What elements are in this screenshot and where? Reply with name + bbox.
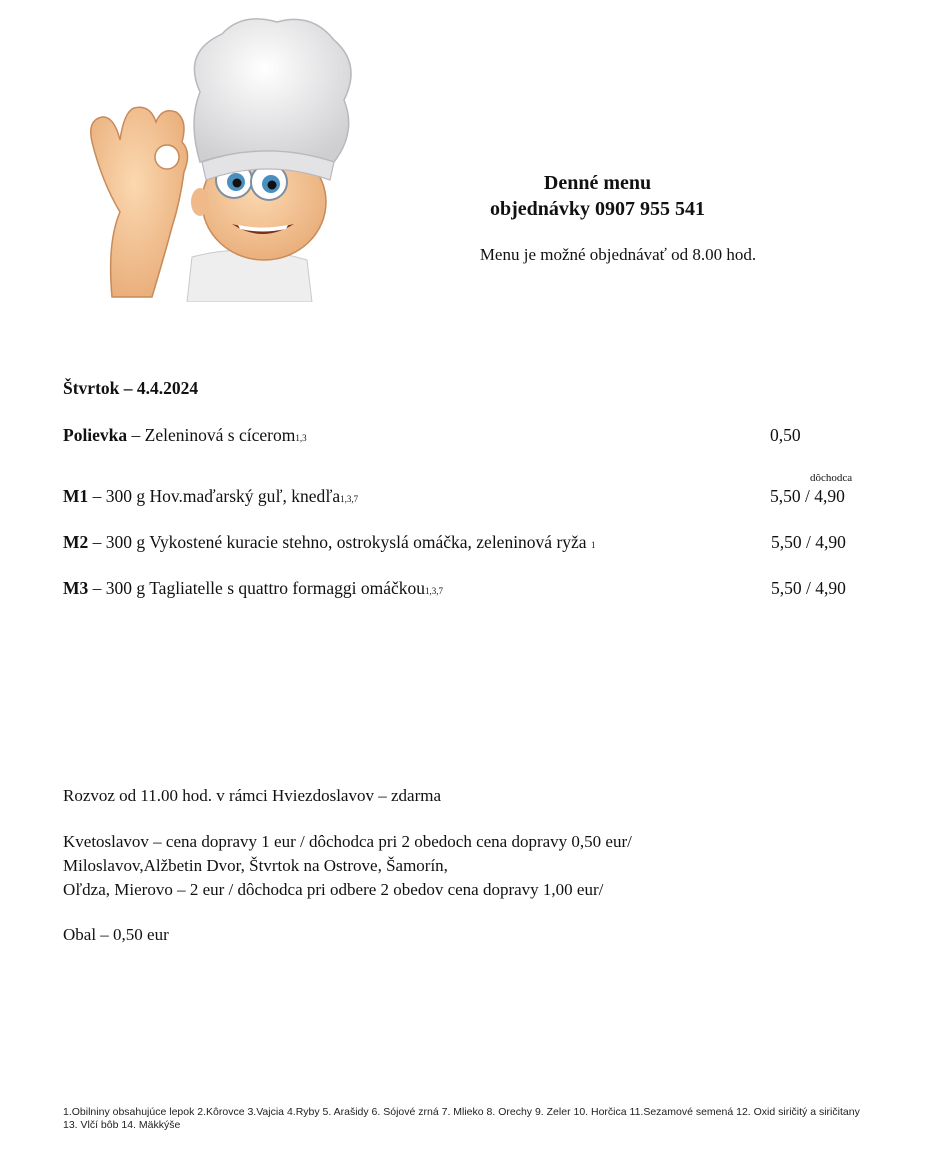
menu-item-price: 5,50 / 4,90 — [771, 532, 846, 552]
order-phone: objednávky 0907 955 541 — [489, 198, 706, 220]
menu-item-code: M1 — [63, 486, 89, 506]
chef-mascot-illustration — [72, 12, 382, 302]
menu-item-code: M3 — [63, 578, 89, 598]
delivery-oldza-mierovo: Oľdza, Mierovo – 2 eur / dôchodca pri odbere 2 obedov cena dopravy 1,00 eur/ — [63, 880, 604, 899]
allergen-codes: 1,3 — [295, 433, 307, 443]
menu-item-price: 0,50 — [770, 425, 801, 445]
menu-item-soup: Polievka – Zeleninová s cícerom1,3 — [63, 425, 307, 445]
allergen-legend: 1.Obilniny obsahujúce lepok 2.Kôrovce 3.Vajcia 4.Ryby 5. Arašidy 6. Sójové zrná 7. Mlieko 8. Orechy 9. Zeler 10. Horčica 11.Sezamové semená 12. Oxid siričitý a siričitany 13. Vlčí bôb 14. Mäkkýše — [63, 1106, 860, 1131]
order-time-note: Menu je možné objednávať od 8.00 hod. — [479, 245, 757, 264]
menu-item-description: Zeleninová s cícerom — [144, 425, 296, 445]
menu-item-description: 300 g Hov.maďarský guľ, knedľa — [105, 486, 341, 506]
delivery-kvetoslavov: Kvetoslavov – cena dopravy 1 eur / dôchodca pri 2 obedoch cena dopravy 0,50 eur/ — [63, 832, 632, 851]
menu-item-price: 5,50 / 4,90 — [771, 578, 846, 598]
packaging-fee: Obal – 0,50 eur — [63, 925, 169, 944]
menu-item-m2: M2 – 300 g Vykostené kuracie stehno, ostrokyslá omáčka, zeleninová ryža 1 — [63, 532, 596, 552]
menu-item-code: Polievka — [63, 425, 128, 445]
allergen-codes: 1,3,7 — [425, 586, 443, 596]
senior-price-label: dôchodca — [810, 472, 853, 484]
delivery-local: Rozvoz od 11.00 hod. v rámci Hviezdoslavov – zdarma — [63, 786, 441, 805]
allergen-codes: 1 — [590, 540, 596, 550]
menu-item-m1: M1 – 300 g Hov.maďarský guľ, knedľa1,3,7 — [63, 486, 359, 506]
delivery-towns: Miloslavov,Alžbetin Dvor, Štvrtok na Ostrove, Šamorín, — [63, 856, 448, 875]
menu-title: Denné menu — [543, 172, 652, 194]
allergen-codes: 1,3,7 — [340, 494, 359, 504]
menu-item-description: 300 g Tagliatelle s quattro formaggi omáčkou — [105, 578, 425, 598]
menu-item-description: 300 g Vykostené kuracie stehno, ostrokyslá omáčka, zeleninová ryža — [105, 532, 591, 552]
menu-item-m3: M3 – 300 g Tagliatelle s quattro formaggi omáčkou1,3,7 — [63, 578, 443, 598]
menu-date: Štvrtok – 4.4.2024 — [63, 378, 199, 398]
menu-item-price: 5,50 / 4,90 — [770, 486, 845, 506]
menu-item-code: M2 — [63, 532, 89, 552]
